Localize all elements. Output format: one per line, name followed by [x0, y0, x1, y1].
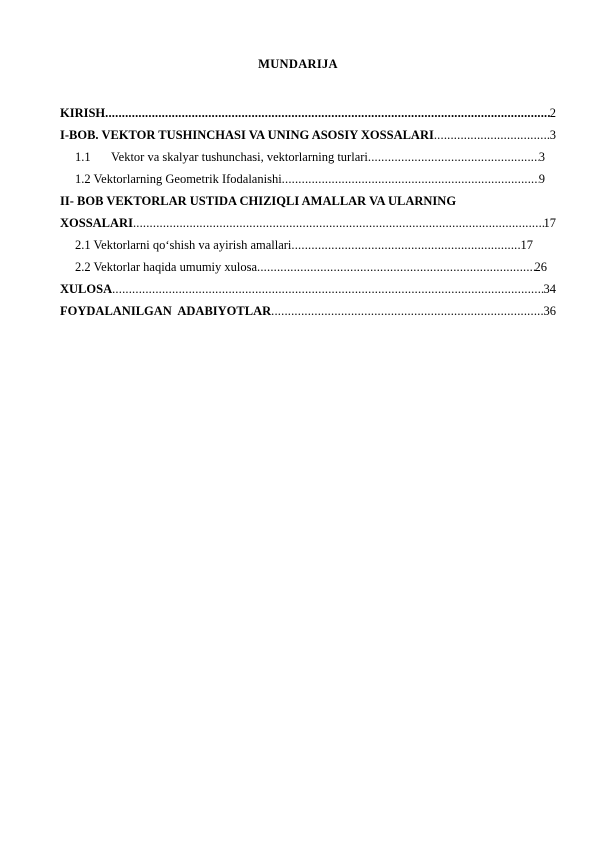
toc-entry-section-1-2[interactable] [60, 172, 545, 194]
toc-page-number: 36 [543, 304, 556, 318]
toc-entry-label: 2.2 Vektorlar haqida umumiy xulosa [75, 260, 258, 274]
toc-page-number: 3 [549, 128, 556, 142]
toc-entry-chapter-2-line1[interactable]: II- BOB VEKTORLAR USTIDA CHIZIQLI AMALLAR VA ULARNING [60, 194, 457, 208]
toc-entry-label: FOYDALANILGAN ADABIYOTLAR [60, 304, 272, 318]
toc-section-number: 1.1 [75, 150, 91, 164]
toc-entry-label [75, 150, 368, 165]
toc-page-number: 26 [534, 260, 547, 274]
toc-page-number: 34 [543, 282, 556, 296]
toc-entry-label: XOSSALARI [60, 216, 133, 230]
toc-entry-label: I-BOB. VEKTOR TUSHINCHASI VA UNING ASOSIY XOSSALARI [60, 128, 434, 142]
toc-section-title: Vektor va skalyar tushunchasi, vektorlarning turlari [111, 150, 368, 164]
toc-page-number: 17 [543, 216, 556, 230]
toc-leader-dots [434, 128, 550, 143]
toc-entry-label: XULOSA [60, 282, 113, 296]
toc-entry-kirish[interactable] [60, 106, 556, 128]
toc-entry-chapter-2[interactable] [60, 216, 556, 238]
toc-leader-dots [105, 106, 550, 121]
toc-entry-label: 1.2 Vektorlarning Geometrik Ifodalanishi [75, 172, 282, 186]
toc-leader-dots [112, 282, 543, 297]
toc-entry-section-1-1[interactable] [60, 150, 545, 172]
toc-leader-dots [257, 260, 534, 275]
toc-entry-label: KIRISH [60, 106, 106, 120]
toc-entry-references[interactable] [60, 304, 556, 326]
toc-title: MUNDARIJA [258, 57, 338, 71]
toc-page-number: 9 [538, 172, 545, 186]
toc-page-number: 3 [538, 150, 545, 164]
toc-leader-dots [282, 172, 539, 187]
toc-leader-dots [133, 216, 544, 231]
toc-entry-section-2-1[interactable] [60, 238, 533, 260]
table-of-contents [60, 106, 556, 326]
toc-entry-label: 2.1 Vektorlarni qo‘shish va ayirish amallari [75, 238, 292, 252]
toc-leader-dots [368, 150, 539, 165]
toc-page-number: 17 [520, 238, 533, 252]
toc-entry-xulosa[interactable] [60, 282, 556, 304]
toc-entry-chapter-1[interactable] [60, 128, 556, 150]
toc-entry-section-2-2[interactable] [60, 260, 547, 282]
toc-page-number: 2 [549, 106, 556, 120]
toc-leader-dots [291, 238, 520, 253]
toc-leader-dots [271, 304, 543, 319]
